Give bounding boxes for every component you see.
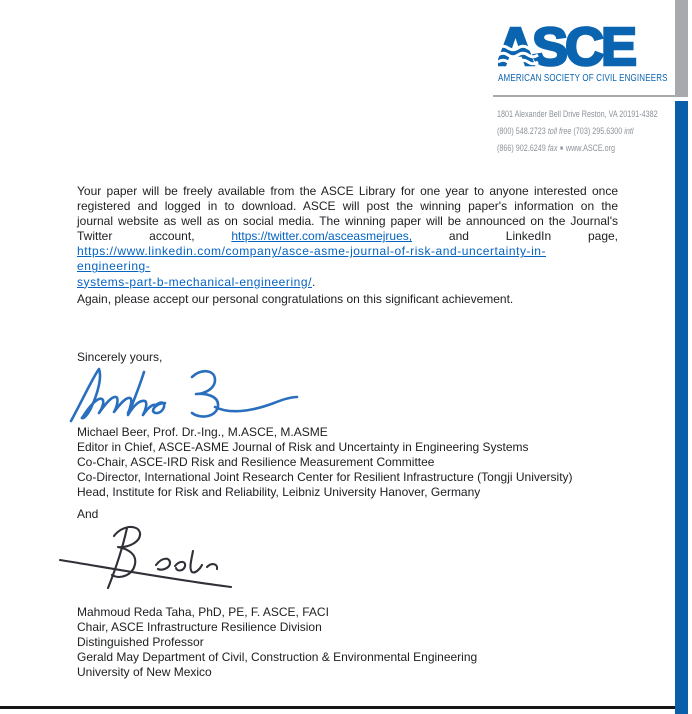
asce-logo bbox=[498, 12, 668, 84]
text-segment: 1801 Alexander Bell Drive Reston, VA 20191-4382 bbox=[497, 109, 658, 120]
text-segment: www.ASCE.org bbox=[563, 143, 616, 154]
text-segment: intl bbox=[624, 126, 634, 137]
text-segment: Twitter account, bbox=[77, 229, 232, 244]
michael-beer-signature bbox=[68, 363, 300, 427]
signer1-line: Co-Chair, ASCE-IRD Risk and Resilience Measurement Committee bbox=[77, 455, 435, 470]
signer1-line: Co-Director, International Joint Research Center for Resilient Infrastructure (Tongji University) bbox=[77, 470, 573, 485]
text-segment: registered and logged in to download. ASCE will post the winning paper's information on the bbox=[77, 199, 618, 214]
signer2-line: Gerald May Department of Civil, Construction & Environmental Engineering bbox=[77, 650, 478, 665]
square-bullet-icon: ■ bbox=[560, 145, 564, 152]
body-line bbox=[77, 244, 618, 274]
text-segment: (800) 548.2723 bbox=[497, 126, 548, 137]
text-segment: (703) 295.6300 bbox=[571, 126, 625, 137]
letterhead-address bbox=[497, 106, 677, 157]
signer2-line: Distinguished Professor bbox=[77, 635, 204, 650]
signer1-line: Michael Beer, Prof. Dr.-Ing., M.ASCE, M.ASME bbox=[77, 425, 328, 439]
asce-logo-icon bbox=[498, 12, 653, 72]
body-line bbox=[77, 229, 618, 244]
closing-salutation: Sincerely yours, bbox=[77, 350, 163, 364]
signer2-block bbox=[77, 605, 618, 680]
body-line bbox=[77, 275, 618, 290]
accent-bar-gray bbox=[675, 0, 688, 97]
signer2-line: Chair, ASCE Infrastructure Resilience Division bbox=[77, 620, 322, 635]
text-segment: (866) 902.6249 bbox=[497, 143, 548, 154]
signer2-line: Mahmoud Reda Taha, PhD, PE, F. ASCE, FACI bbox=[77, 605, 329, 619]
body-paragraph-availability bbox=[77, 184, 618, 290]
address-line bbox=[497, 140, 677, 157]
asce-logo-text: ASCE bbox=[498, 17, 635, 72]
text-segment: . bbox=[312, 274, 316, 289]
body-line bbox=[77, 199, 618, 214]
text-segment: fax bbox=[547, 143, 558, 154]
body-line bbox=[77, 184, 618, 199]
address-line bbox=[497, 106, 677, 123]
signer1-line: Editor in Chief, ASCE-ASME Journal of Risk and Uncertainty in Engineering Systems bbox=[77, 440, 529, 455]
body-line bbox=[77, 214, 618, 229]
text-segment: toll free bbox=[547, 126, 572, 137]
signer1-block bbox=[77, 425, 618, 500]
linkedin-link[interactable]: https://www.linkedin.com/company/asce-asme-journal-of-risk-and-uncertainty-in-engineering- bbox=[77, 244, 547, 274]
signer2-line: University of New Mexico bbox=[77, 665, 212, 680]
asce-logo-tagline: AMERICAN SOCIETY OF CIVIL ENGINEERS bbox=[498, 73, 668, 84]
linkedin-link-continued[interactable]: systems-part-b-mechanical-engineering/ bbox=[77, 274, 312, 289]
text-segment: journal website as well as on social media. The winning paper will be announced on the Journal's bbox=[77, 214, 618, 229]
conjunction-text: And bbox=[77, 507, 99, 521]
text-segment: Your paper will be freely available from the ASCE Library for one year to anyone interested once bbox=[77, 184, 618, 198]
accent-bar-blue bbox=[675, 101, 688, 714]
page-bottom-rule bbox=[0, 706, 676, 709]
text-segment: and LinkedIn page, bbox=[412, 229, 618, 244]
signer1-line: Head, Institute for Risk and Reliability, Leibniz University Hanover, Germany bbox=[77, 485, 481, 500]
twitter-link[interactable]: https://twitter.com/asceasmejrues, bbox=[231, 229, 413, 244]
reda-taha-signature bbox=[58, 522, 240, 592]
body-paragraph-congratulations: Again, please accept our personal congratulations on this significant achievement. bbox=[77, 292, 514, 306]
address-line bbox=[497, 123, 677, 140]
letterhead-divider bbox=[493, 95, 688, 97]
